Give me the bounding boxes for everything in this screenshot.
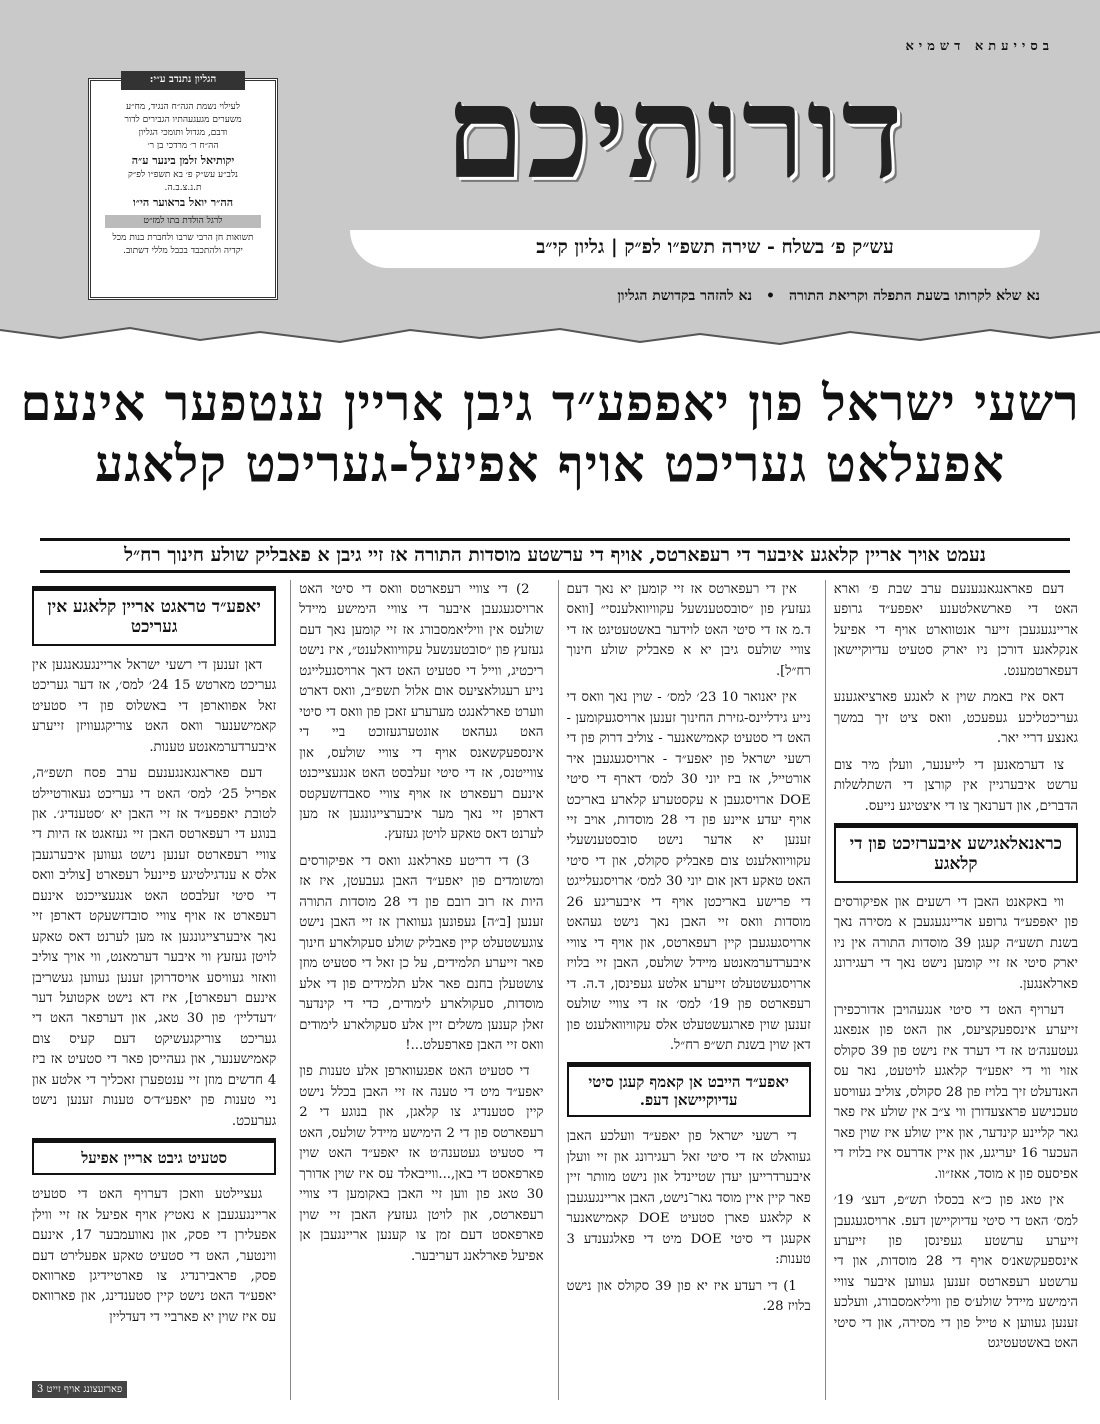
- paragraph: די רשעי ישראל פון יאפע״ד וועלכע האבן געוואלט אז די סיטי זאל רעגירונג און זיי וועלן איבערדרייען יעדן שטיינדל און נישט מוותר זיין פאר קיין איין מוסד גאר־נישט, האבן אריינגעגעבן א קלאגע פארן סטעיט DOE קאמישאנער אקעגן די סיטי DOE מיט די פאלגענדע 3 טענות:: [566, 1129, 811, 1268]
- paragraph: דאן זענען די רשעי ישראל אריינגעגאנגען אין געריכט מארטש 15 24׳ למס׳, אז דער געריכט זאל אפווארפן די באשלוס פון די סטעיט קאמישענער וואס האט צוריקגעוויזן זייערע איבערדערמאנטע טענות.: [32, 657, 277, 755]
- paragraph: 1) די רעדע איז יא פון 39 סקולס און נישט בלויז 28.: [566, 1278, 811, 1315]
- section-heading: סטעיט גיבט אריין אפיעל: [32, 1138, 276, 1175]
- paragraph: 2) די צוויי רעפארטס וואס די סיטי האט ארויסגעגעבן איבער די צוויי הימישע מיידל שולעס אין וויליאמסבורג אז זיי קומען נאך דעם געזעץ פון ״סובטענשעל עקוויוואלענט״, איז נישט ריכטיג, ווייל די סטעיט האט דאך ארויסגעלייגט נייע רעגולאציעס אום אלול תשפ״ב, וואס דארט ווערט פארלאנגט מערערע זאכן פון וואס די סיטי האט געהאט אונטערגעזוכט ביי די אינספעקשאנס אויף די צוויי שולעס, און צווייטנס, אז די סיטי זעלבסט האט אנגעצייכנט אינעם רעפארט אז אויף צוויי סאבדזשעקטס דארפן זיי נאך מער איבערצייגונגען אז מען לערנט דאס טאקע לויטן געזעץ.: [299, 582, 544, 843]
- dedication-line: לעילוי נשמת הגה״ח הנגיד, מח״ע: [126, 102, 240, 112]
- headline-line-2: אפעלאט געריכט אויף אפיעל-געריכט קלאגע: [95, 434, 1005, 493]
- dedication-line: ודבם, מגדול ותומכי הגליון: [138, 128, 228, 139]
- dedication-line: נלב״ע עש״ק פ׳ בא תשפ״ו לפ״ק: [128, 170, 238, 181]
- section-heading: יאפע״ד טראגט אריין קלאגע אין געריכט: [32, 586, 276, 646]
- paragraph: דערויף האט די סיטי אנגעהויבן אדורכפירן זייערע אינספעקציעס, און האט פון אנפאנג געטענה׳ט אז די דערד איז נישט פון 39 סקולס אזוי ווי די יאפע״ד קלאגע לויטעט, נאר עס האנדעלט זיך בלויז פון 28 סקולס, צוליב געוויסע טעכנישע פראצעדורן ווי צ״ב אין שולע איז פאר גאר קליינע קינדער, און איין שולע איז שוין פאר העכער 16 יעריגע, און איין אדרעס איז בלויז די אפיסעס פון א מוסד, אאז״וו.: [833, 1003, 1078, 1182]
- column-2: [558, 580, 811, 1400]
- paragraph: 3) די דריטע פארלאנג וואס די אפיקורסים ומשומדים פון יאפע״ד האבן געבעטן, איז אז היות אז רוב רובם פון די 28 מוסדות התורה זענען [ב״ה] געפונען געווארן אז זיי האבן נישט צוגעשטעלט קיין פאבליק שולע סעקולארע חינוך פאר זייערע תלמידים, על כן זאל די סטעיט מוזן צושטעלן בחנם פאר אלע תלמידים פון די אלע מוסדות, סעקולארע לימודים, כדי די קינדער זאלן קענען משלים זיין אלע סעקולארע לימודים וואס זיי האבן פארפעלט...!: [299, 853, 544, 1053]
- paragraph: געציילטע וואכן דערויף האט די סטעיט אריינגעגעבן א נאטיץ אויף אפיעל אז זיי ווילן אפעלירן די פסק, און נאוועמבער 17, אינעם ווינטער, האט די סטעיט טאקע אפעלירט דעם פסק, פראבירנדיג צו פארטיידיגן פארוואס יאפע״ד האט נישט קיין סטענדינג, און פארוואס עס איז שוין יא פארביי די דעדליין: [32, 1187, 277, 1325]
- subheadline: נעמט אויך אריין קלאגע איבער די רעפארטס, אויף די ערשטע מוסדות התורה אז זיי גיבן א פאבליק שולע חינוך רח״ל: [40, 538, 1070, 573]
- dedication-line: ת.נ.צ.ב.ה.: [164, 183, 202, 194]
- reminder-sanctity: נא להזהר בקדושת הגליון: [617, 288, 752, 304]
- headline-line-1: רשעי ישראל פון יאפפע״ד גיבן אריין ענטפער אינעם: [20, 373, 1080, 432]
- helper-text: בסייעתא דשמיא: [905, 39, 1054, 54]
- dedication-occasion: לרגל הולדת בתו למז״ט: [105, 215, 261, 228]
- column-1: [825, 580, 1078, 1400]
- dedication-line: תשואות חן הרבי שרבו ולחברת בנות מכל: [112, 233, 254, 244]
- torn-paper-edge: [0, 320, 1100, 360]
- paragraph: אין די רעפארטס אז זיי קומען יא נאך דעם געזעץ פון ״סובסטענשעל עקוויוואלענסי״ [וואס ד.מ אז די סיטי האט לוידער באשטעטיגט אז די צוויי שולעס גיבן יא א פאבליק שולע חינוך רח״ל].: [566, 582, 811, 679]
- main-headline: [20, 372, 1080, 494]
- continued-notice[interactable]: פארזעצונג אויף זייט 3: [32, 1381, 127, 1399]
- column-3: [290, 580, 543, 1400]
- paragraph: ווי באקאנט האבן די רשעים און אפיקורסים פון יאפפע״ד גרופע אריינגעגעבן א מסירה נאך בשנת תשע״ה קעגן 39 מוסדות התורה אין ניו יארק סיטי אז זיי קומען נישט נאך די רעגירונג פארלאנגען.: [833, 894, 1078, 992]
- reminder-separator: •: [766, 288, 775, 304]
- paragraph: צו דערמאנען די לייענער, וועלן מיר צום ערשט איבערגיין אין קורצן די השתלשלות הדברים, און דערנאך צו די איצטיגע נייעס.: [833, 757, 1078, 814]
- paragraph: די סטעיט האט אפגעווארפן אלע טענות פון יאפע״ד מיט די טענה אז זיי האבן בכלל נישט קיין סטענדיג צו קלאגן, און בנוגע די 2 רעפארטס פון די 2 הימישע מיידל שולעס, האט די סטעיט געטענה׳ט אז יאפע״ד האט שוין פארפאסט די באן,...ווייבאלד עס איז שוין אדורך 30 טאג פון ווען זיי האבן באקומען די צוויי רעפארטס, און לויטן געזעץ האבן זיי שוין פארפאסט דעם זמן צו קענען אריינגעבן אן אפיעל פארלאנג דעריבער.: [299, 1064, 544, 1264]
- dedication-line: משערים מגעגעהתיו הגבירים לדור: [124, 115, 242, 126]
- dedication-box: [88, 74, 278, 300]
- dedication-name: יקותיאל זלמן בינער ע״ה: [131, 154, 235, 168]
- article-columns: [24, 580, 1078, 1400]
- reminder-prayer: נא שלא לקרותו בשעת התפלה וקריאת התורה: [788, 288, 1040, 304]
- paragraph: דעם פאראנגאנגענעם ערב פסח תשפ״ה, אפריל 25׳ למס׳ האט די געריכט געאורטיילט לטובת יאפפע״ד אז זיי האבן יא ׳סטענדיג׳. און בנוגע די רעפארטס האבן זיי געזאגט אז היות די צוויי רעפארטס זענען נישט געווען איבערגעבן אלס א ענדגילטיגע פיינעל רעפארט [צוליב וואס די סיטי זעלבסט האט אנגעצייכנט אינעם רעפארט אז אויף צוויי סובדזשעקט דארפן זיי נאך איבערצייגונגען אז מען לערנט דאס טאקע לויטן געזעץ ווי איבער דערמאנט, ווי אויך צוליב וואזוי געוויסע אויסדרוקן זענען געווען געשריבן אינעם רעפארט], איז דא נישט אקטועל דער ׳דעדליין׳ פון 30 טאג, און דערפאר האט די געריכט צוריקגעשיקט דעם קעיס צום קאמישענער, און געהייסן פאר די סטעיט אז ביז 4 חדשים מוזן זיי ענטפערן זאכליך די אלטע און ניי טענות פון יאפע״ד׳ס טענות זענען נישט גערעכט.: [32, 766, 277, 1129]
- paragraph: אין יאנואר 10 23׳ למס׳ - שוין נאך וואס די נייע גידליינס-גזירת החינוך זענען ארויסגעקומען - האט די סטעיט קאמישאנער - צוליב דרוק פון די רשעי ישראל פון יאפע״ד - ארויסגעגעבן איר אורטייל, אז ביז יוני 30 למס׳ דארף די סיטי DOE ארויסגעבן א עקסטערע קלארע באריכט אויף יעדע איינע פון די 28 מוסדות, אויב זיי זענען יא אדער נישט סובסטענשעלי עקוויוואלענט צום פאבליק סקולס, און די סיטי האט טאקע דאן אום יוני 30 למס׳ ארויסגעלייגט די פרישע באריכטן אויף די איבעריגע 26 מוסדות וואס זיי האבן נאך נישט געהאט ארויסגעגעבן קיין רעפארטס, און אויף די צוויי איבערדערמאנטע מיידל שולעס, האבן זיי בלויז ארויסגעשטעלט זייערע אלטע געפינסן, ד.ה. די רעפארטס פון 19׳ למס׳ אז די צוויי שולעס זענען שוין פארגעשטעלט אלס עקוויוואלענט פון דאן שוין בשנת תש״פ רח״ל.: [566, 690, 811, 1053]
- section-heading: יאפע״ד הייבט אן קאמף קעגן סיטי עדיוקיישאן דעפ.: [567, 1062, 811, 1117]
- dedication-line: יקדיה ולהתכבד בכבל מללי דשתוב.: [123, 246, 243, 257]
- paragraph: דאס איז באמת שוין א לאנגע פארציאגענע געריכטליכע געפעכט, וואס ציט זיך במשך גאנצע דריי יאר.: [833, 690, 1078, 747]
- dedication-line: הה״ח ר׳ מרדכי בן ר׳: [147, 141, 219, 152]
- dedication-header: הגליון נתנדב ע״י:: [121, 71, 245, 90]
- dedication-donor: הה״ר יואל בראוער הי״ו: [132, 196, 234, 210]
- logo-title: דורותיכם: [445, 58, 905, 208]
- reminders: [340, 288, 1040, 305]
- paragraph: דעם פאראנגאנגענעם ערב שבת פ׳ וארא האט די פארשאלטענע יאפפע״ד גרופע אריינגעגעבן זייער אנטווארט אויף די אפיעל אנקלאגע דורכן ניו יארק סטעיט עדיוקיישאן דעפארטמענט.: [833, 582, 1078, 679]
- paragraph: אין טאג פון כ״א בכסלו תש״פ, דעצ׳ 19׳ למס׳ האט די סיטי עדיוקיישן דעפ. ארויסגעגעבן זייערע ערשטע געפינסן פון זייערע אינספעקשאנ׳ס אויף די 28 מוסדות, און די ערשטע רעפארטס זענען געווען איבער צוויי הימישע מיידל שולע׳ס פון וויליאמסבורג, וועלכע זענען געווען א טייל פון די מסירה, און די סיטי האט באשטעטיגט: [833, 1193, 1078, 1352]
- column-4: [24, 580, 276, 1400]
- issue-info: עש״ק פ׳ בשלח - שירה תשפ״ו לפ״ק | גליון קי״ב: [536, 236, 894, 258]
- section-heading: כראנאלאגישע איבערזיכט פון די קלאגע: [834, 823, 1078, 883]
